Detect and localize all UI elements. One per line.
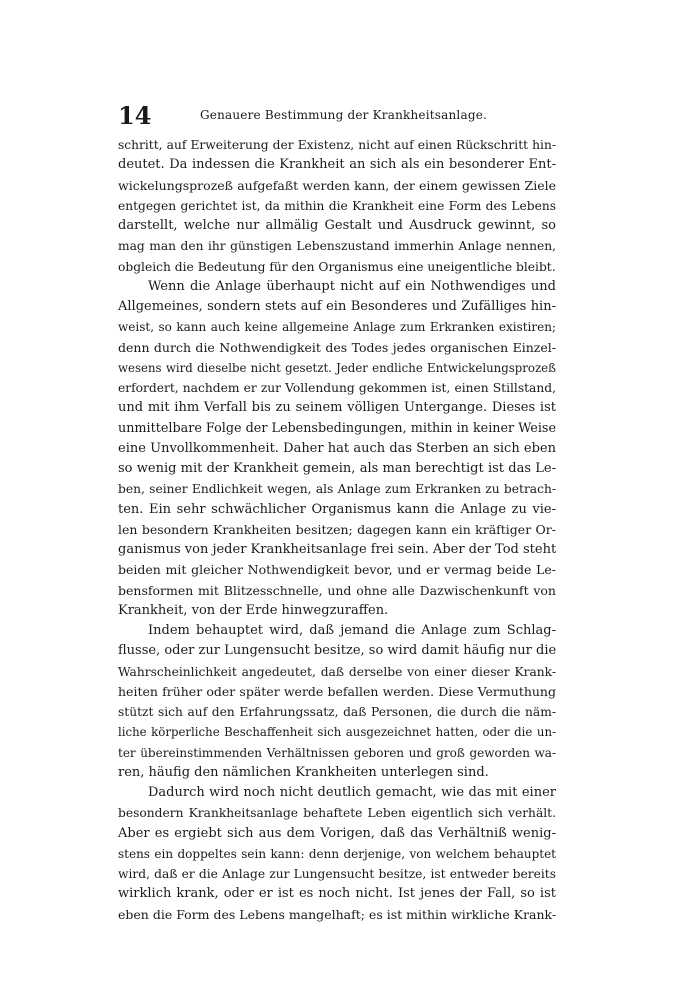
text-line: wesens wird dieselbe nicht gesetzt. Jeder endliche Entwickelungsprozeß: [118, 360, 556, 375]
text-line: Dadurch wird noch nicht deutlich gemacht, wie das mit einer: [148, 785, 556, 800]
text-line: Krankheit, von der Erde hinwegzuraffen.: [118, 602, 389, 618]
text-line: und mit ihm Verfall bis zu seinem völligen Untergange. Dieses ist: [118, 400, 556, 416]
text-line: Allgemeines, sondern stets auf ein Besonderes und Zufälliges hin-: [118, 299, 556, 314]
paragraph: [118, 621, 556, 783]
text-line: mag man den ihr günstigen Lebenszustand immerhin Anlage nennen,: [118, 239, 556, 254]
text-line: Indem behauptet wird, daß jemand die Anlage zum Schlag-: [148, 623, 556, 638]
text-line: Wahrscheinlichkeit angedeutet, daß derselbe von einer dieser Krank-: [118, 664, 556, 679]
running-head: Genauere Bestimmung der Krankheitsanlage.: [200, 108, 488, 122]
body-text: [118, 135, 556, 925]
text-line: stützt sich auf den Erfahrungssatz, daß Personen, die durch die näm-: [118, 705, 556, 719]
text-line: bensformen mit Blitzesschnelle, und ohne alle Dazwischenkunft von: [118, 582, 556, 598]
text-line: obgleich die Bedeutung für den Organismus eine uneigentliche bleibt.: [118, 259, 556, 274]
text-line: len besondern Krankheiten besitzen; dagegen kann ein kräftiger Or-: [118, 521, 556, 537]
text-line: ren, häufig den nämlichen Krankheiten unterlegen sind.: [118, 764, 489, 780]
text-line: ben, seiner Endlichkeit wegen, als Anlage zum Erkranken zu betrach-: [118, 482, 556, 497]
text-line: stens ein doppeltes sein kann: denn derjenige, von welchem behauptet: [118, 846, 556, 861]
text-line: beiden mit gleicher Nothwendigkeit bevor, und er vermag beide Le-: [118, 562, 556, 578]
text-line: wirklich krank, oder er ist es noch nicht. Ist jenes der Fall, so ist: [118, 886, 556, 902]
text-line: darstellt, welche nur allmälig Gestalt und Ausdruck gewinnt, so: [118, 218, 556, 233]
text-line: heiten früher oder später werde befallen werden. Diese Vermuthung: [118, 683, 556, 699]
text-line: erfordert, nachdem er zur Vollendung gekommen ist, einen Stillstand,: [118, 381, 556, 395]
text-line: ganismus von jeder Krankheitsanlage frei sein. Aber der Tod steht: [118, 542, 556, 557]
text-line: eben die Form des Lebens mangelhaft; es ist mithin wirkliche Krank-: [118, 906, 556, 922]
text-line: Wenn die Anlage überhaupt nicht auf ein Nothwendiges und: [148, 278, 556, 294]
paragraph: [118, 783, 556, 925]
text-line: liche körperliche Beschaffenheit sich ausgezeichnet hatten, oder die un-: [118, 725, 556, 740]
paragraph: [118, 135, 556, 277]
page-number: 14: [118, 101, 152, 130]
text-line: besondern Krankheitsanlage behaftete Leben eigentlich sich verhält.: [118, 806, 556, 821]
text-line: ter übereinstimmenden Verhältnissen geboren und groß geworden wa-: [118, 745, 556, 760]
text-line: deutet. Da indessen die Krankheit an sich als ein besonderer Ent-: [118, 157, 556, 173]
text-line: denn durch die Nothwendigkeit des Todes jedes organischen Einzel-: [118, 339, 556, 355]
text-line: wickelungsprozeß aufgefaßt werden kann, der einem gewissen Ziele: [118, 177, 556, 193]
text-line: entgegen gerichtet ist, da mithin die Krankheit eine Form des Lebens: [118, 198, 556, 213]
text-line: Aber es ergiebt sich aus dem Vorigen, daß das Verhältniß wenig-: [118, 825, 556, 841]
text-line: so wenig mit der Krankheit gemein, als man berechtigt ist das Le-: [118, 461, 556, 476]
paragraph: [118, 277, 556, 621]
text-line: schritt, auf Erweiterung der Existenz, nicht auf einen Rückschritt hin-: [118, 138, 556, 152]
text-line: unmittelbare Folge der Lebensbedingungen, mithin in keiner Weise: [118, 420, 556, 436]
text-line: wird, daß er die Anlage zur Lungensucht besitze, ist entweder bereits: [118, 867, 556, 881]
text-line: flusse, oder zur Lungensucht besitze, so wird damit häufig nur die: [118, 643, 556, 659]
text-line: eine Unvollkommenheit. Daher hat auch das Sterben an sich eben: [118, 440, 556, 456]
text-line: ten. Ein sehr schwächlicher Organismus kann die Anlage zu vie-: [118, 501, 556, 517]
text-line: weist, so kann auch keine allgemeine Anlage zum Erkranken existiren;: [118, 320, 556, 335]
